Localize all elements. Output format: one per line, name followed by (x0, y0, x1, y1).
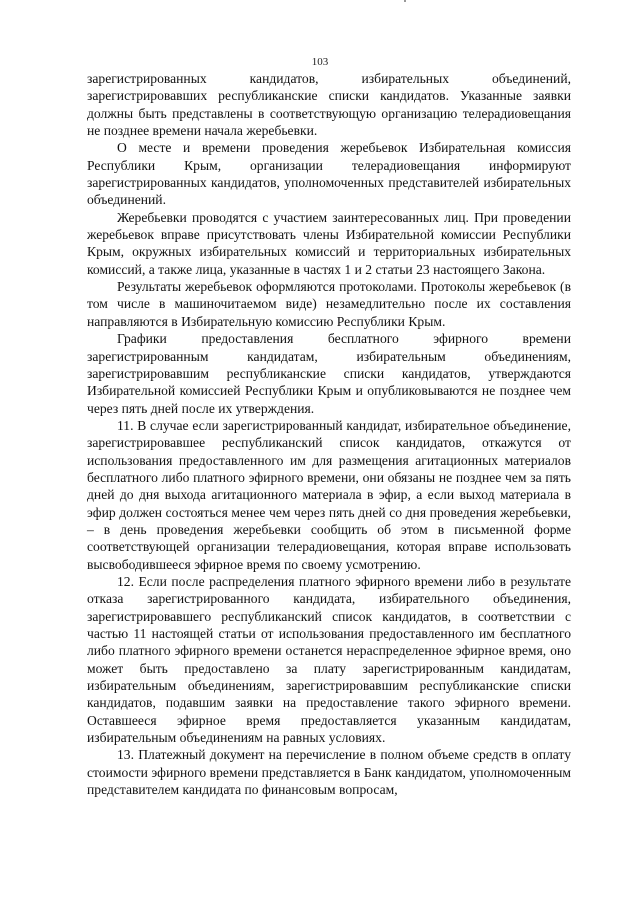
paragraph: Результаты жеребьевок оформляются протоколами. Протоколы жеребьевок (в том числе в машиночитаемом виде) незамедлительно после их составления направляются в Избирательную комиссию Республики Крым. (87, 279, 571, 329)
paragraph-item-11: 11. В случае если зарегистрированный кандидат, избирательное объединение, зарегистрировавшее республиканский список кандидатов, откажутся от использования предоставленного им для размещения агитационных материалов бесплатного либо платного эфирного времени, они обязаны не позднее чем за пять дней до дня выхода агитационного материала в эфир, а если выход материала в эфир должен состояться менее чем через пять дней со дня проведения жеребьевки, – в день проведения жеребьевки сообщить об этом в письменной форме соответствующей организации телерадиовещания, которая вправе использовать высвободившееся эфирное время по своему усмотрению. (87, 417, 571, 572)
paragraph-item-12: 12. Если после распределения платного эфирного времени либо в результате отказа зарегистрированного кандидата, избирательного объединения, зарегистрировавшего республиканский список кандидатов, в соответствии с частью 11 настоящей статьи от использования предоставленного им бесплатного либо платного эфирного времени останется нераспределенное эфирное время, оно может быть предоставлено за плату зарегистрированным кандидатам, избирательным объединениям, зарегистрировавшим республиканские списки кандидатов, подавшим заявки на предоставление такого эфирного времени. Оставшееся эфирное время предоставляется указанным кандидатам, избирательным объединениям на равных условиях. (87, 573, 571, 746)
page-number: 103 (311, 56, 329, 68)
paragraph-item-13: 13. Платежный документ на перечисление в полном объеме средств в оплату стоимости эфирного времени представляется в Банк кандидатом, уполномоченным представителем кандидата по финансовым вопросам, (87, 747, 571, 798)
body-text (87, 70, 571, 798)
paragraph: О месте и времени проведения жеребьевок Избирательная комиссия Республики Крым, организации телерадиовещания информируют зарегистрированных кандидатов, уполномоченных представителей избирательных объединений. (87, 140, 571, 208)
paragraph-continuation: зарегистрированных кандидатов, избирательных объединений, зарегистрировавших республиканские списки кандидатов. Указанные заявки должны быть представлены в соответствующую организацию телерадиовещания не позднее времени начала жеребьевки. (87, 71, 571, 139)
scan-artifact (404, 0, 406, 2)
paragraph: Графики предоставления бесплатного эфирного времени зарегистрированным кандидатам, избирательным объединениям, зарегистрировавшим республиканские списки кандидатов, утверждаются Избирательной комиссией Республики Крым и опубликовываются не позднее чем через пять дней после их утверждения. (87, 331, 571, 416)
paragraph: Жеребьевки проводятся с участием заинтересованных лиц. При проведении жеребьевок вправе присутствовать члены Избирательной комиссии Республики Крым, окружных избирательных комиссий и территориальных избирательных комиссий, а также лица, указанные в частях 1 и 2 статьи 23 настоящего Закона. (87, 209, 571, 277)
